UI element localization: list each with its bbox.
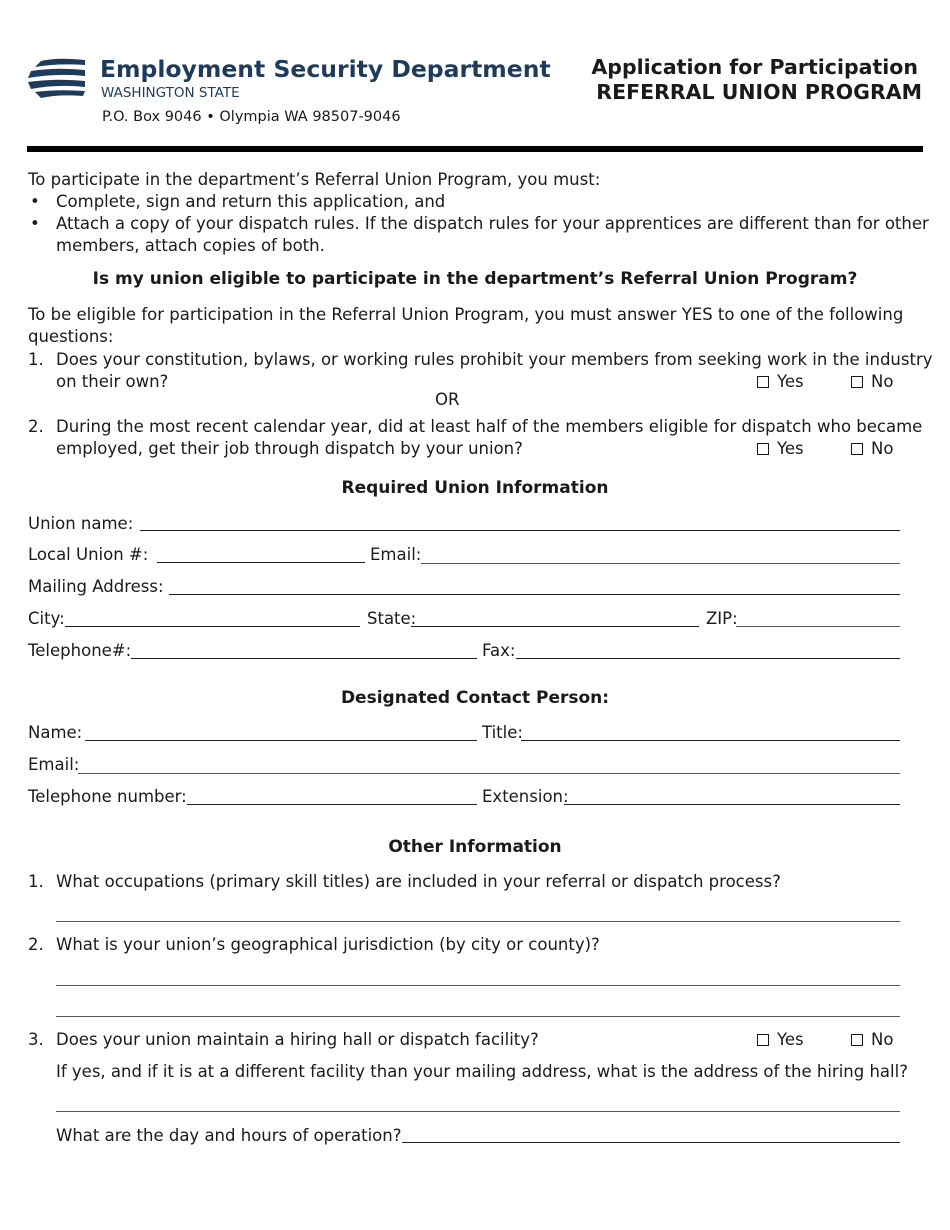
- bullet-dot: •: [30, 214, 40, 233]
- checkbox-icon[interactable]: [757, 1034, 769, 1046]
- union-info-heading: Required Union Information: [341, 478, 609, 498]
- contact-email-label: Email:: [28, 755, 80, 774]
- other-q3: Does your union maintain a hiring hall or dispatch facility?: [56, 1030, 539, 1049]
- form-title: Application for Participation: [591, 55, 918, 79]
- eligibility-q2: During the most recent calendar year, did at least half of the members eligible for dispatch who became: [56, 417, 923, 436]
- other-q3-number: 3.: [28, 1030, 44, 1049]
- other-info-heading: Other Information: [388, 837, 562, 857]
- no-label: No: [871, 1030, 894, 1049]
- or-separator: OR: [435, 390, 460, 409]
- intro-bullet-2: Attach a copy of your dispatch rules. If the dispatch rules for your apprentices are different than for other: [56, 214, 929, 233]
- eligibility-q2-yes[interactable]: [757, 439, 804, 459]
- checkbox-icon[interactable]: [757, 376, 769, 388]
- other-q2-answer-field[interactable]: [56, 985, 900, 986]
- other-q3-followup: If yes, and if it is at a different facility than your mailing address, what is the address of the hiring hall?: [56, 1062, 908, 1081]
- telephone-field[interactable]: [131, 658, 477, 659]
- yes-label: Yes: [777, 439, 804, 458]
- union-email-field[interactable]: [421, 563, 900, 564]
- yes-label: Yes: [777, 372, 804, 391]
- state-field[interactable]: [411, 626, 699, 627]
- other-q1-answer-field[interactable]: [56, 921, 900, 922]
- eligibility-lead-cont: questions:: [28, 327, 114, 346]
- eligibility-q2-cont: employed, get their job through dispatch by your union?: [56, 439, 523, 458]
- bullet-dot: •: [30, 192, 40, 211]
- fax-field[interactable]: [516, 658, 900, 659]
- zip-label: ZIP:: [706, 609, 738, 628]
- other-q2-number: 2.: [28, 935, 44, 954]
- other-q1: What occupations (primary skill titles) are included in your referral or dispatch process?: [56, 872, 781, 891]
- eligibility-lead: To be eligible for participation in the Referral Union Program, you must answer YES to one of the following: [28, 305, 904, 324]
- other-q3-no[interactable]: [851, 1030, 893, 1050]
- contact-name-label: Name:: [28, 723, 83, 742]
- zip-field[interactable]: [736, 626, 900, 627]
- contact-heading: Designated Contact Person:: [340, 688, 610, 708]
- org-name: Employment Security Department: [100, 55, 551, 83]
- other-q1-number: 1.: [28, 872, 44, 891]
- eligibility-q1-yes[interactable]: [757, 372, 804, 392]
- other-q2-answer-field-2[interactable]: [56, 1016, 900, 1017]
- no-label: No: [871, 439, 894, 458]
- eligibility-q2-no[interactable]: [851, 439, 893, 459]
- union-name-label: Union name:: [28, 514, 134, 533]
- esd-logo: [27, 57, 87, 99]
- org-address: P.O. Box 9046 • Olympia WA 98507-9046: [102, 109, 401, 125]
- union-name-field[interactable]: [140, 530, 900, 531]
- no-label: No: [871, 372, 894, 391]
- contact-name-field[interactable]: [85, 740, 477, 741]
- eligibility-q1: Does your constitution, bylaws, or working rules prohibit your members from seeking work in the industry: [56, 350, 933, 369]
- contact-title-label: Title:: [482, 723, 523, 742]
- contact-extension-label: Extension:: [482, 787, 569, 806]
- other-q3-yes[interactable]: [757, 1030, 804, 1050]
- eligibility-q1-no[interactable]: [851, 372, 893, 392]
- checkbox-icon[interactable]: [851, 443, 863, 455]
- eligibility-q1-number: 1.: [28, 350, 44, 369]
- hiring-hall-address-field[interactable]: [56, 1111, 900, 1112]
- eligibility-q2-number: 2.: [28, 417, 44, 436]
- contact-telephone-label: Telephone number:: [28, 787, 187, 806]
- intro-bullet-1: Complete, sign and return this application, and: [56, 192, 446, 211]
- city-label: City:: [28, 609, 65, 628]
- telephone-label: Telephone#:: [28, 641, 132, 660]
- hours-field[interactable]: [402, 1142, 900, 1143]
- yes-label: Yes: [777, 1030, 804, 1049]
- contact-email-field[interactable]: [78, 773, 900, 774]
- union-email-label: Email:: [370, 545, 422, 564]
- intro-bullet-2-cont: members, attach copies of both.: [56, 236, 325, 255]
- header-rule: [27, 146, 923, 152]
- eligibility-q1-cont: on their own?: [56, 372, 169, 391]
- form-subtitle: REFERRAL UNION PROGRAM: [596, 80, 922, 104]
- checkbox-icon[interactable]: [851, 1034, 863, 1046]
- contact-title-field[interactable]: [521, 740, 900, 741]
- contact-telephone-field[interactable]: [187, 804, 477, 805]
- contact-extension-field[interactable]: [564, 804, 900, 805]
- state-label: State:: [367, 609, 417, 628]
- fax-label: Fax:: [482, 641, 516, 660]
- checkbox-icon[interactable]: [851, 376, 863, 388]
- local-union-field[interactable]: [157, 562, 365, 563]
- checkbox-icon[interactable]: [757, 443, 769, 455]
- local-union-label: Local Union #:: [28, 545, 149, 564]
- city-field[interactable]: [65, 626, 360, 627]
- other-q2: What is your union’s geographical jurisdiction (by city or county)?: [56, 935, 600, 954]
- intro-lead: To participate in the department’s Referral Union Program, you must:: [28, 170, 601, 189]
- mailing-address-label: Mailing Address:: [28, 577, 164, 596]
- mailing-address-field[interactable]: [169, 594, 900, 595]
- eligibility-heading: Is my union eligible to participate in the department’s Referral Union Program?: [92, 269, 858, 289]
- org-state: WASHINGTON STATE: [101, 85, 240, 101]
- hours-label: What are the day and hours of operation?: [56, 1126, 402, 1145]
